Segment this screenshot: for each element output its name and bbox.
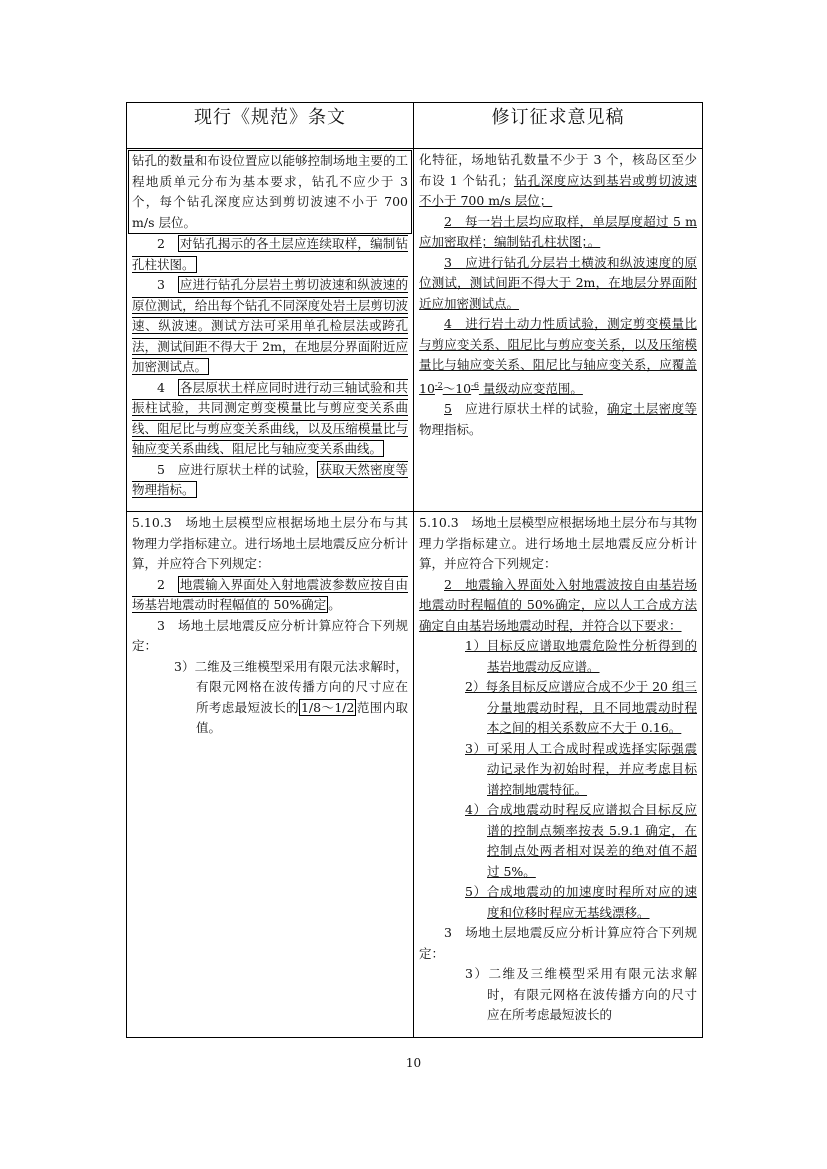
paragraph-text: 3 场地土层地震反应分析计算应符合下列规定： xyxy=(132,617,408,653)
sub-item: 5）合成地震动的加速度时程所对应的速度和位移时程应无基线漂移。 xyxy=(465,884,697,920)
item-number: 2 xyxy=(444,213,452,229)
item-number: 2 xyxy=(157,576,165,592)
sub-item: 1）目标反应谱取地震危险性分析得到的基岩地震动反应谱。 xyxy=(465,638,697,674)
sub-item: 3）可采用人工合成时程或选择实际强震动记录作为初始时程，并应考虑目标谱控制地震特征。 xyxy=(465,740,697,797)
underlined-text: 应进行钻孔分层岩土横波和纵波速度的原位测试，测试间距不得大于 2m，在地层分界面附近应加密测试点。 xyxy=(419,254,697,311)
header-current-code: 现行《规范》条文 xyxy=(127,103,414,149)
row1-left-cell xyxy=(127,149,414,512)
paragraph-text: 3）二维及三维模型采用有限元法求解时，有限元网格在波传播方向的尺寸应在所考虑最短波长的 xyxy=(174,658,408,715)
paragraph-text: 物理指标。 xyxy=(419,421,482,437)
item-number: 4 xyxy=(444,316,452,331)
underlined-text: 每一岩土层均应取样，单层厚度超过 5 m 应加密取样；编制钻孔柱状图；。 xyxy=(419,213,697,249)
underlined-text: 进行岩土动力性质试验，测定剪变模量比与剪应变关系、阻尼比与剪应变关系，以及压缩模量比与轴应变关系、阻尼比与轴应变关系，应覆盖 10 xyxy=(419,316,697,396)
superscript: -2 xyxy=(434,380,443,390)
page-number: 10 xyxy=(405,1056,422,1070)
clause-heading: 5.10.3 场地土层模型应根据场地土层分布与其物理力学指标建立。进行场地土层地震反应分析计算，并应符合下列规定： xyxy=(419,515,697,571)
paragraph-text: 范围内取值。 xyxy=(196,699,408,735)
clause-heading: 5.10.3 场地土层模型应根据场地土层分布与其物理力学指标建立。进行场地土层地震反应分析计算，并应符合下列规定： xyxy=(132,515,408,571)
row1-right-cell xyxy=(414,149,703,512)
paragraph-text: 化特征，场地钻孔数量不少于 3 个，核岛区至少布设 1 个钻孔； xyxy=(419,152,697,188)
paragraph-text: 应进行原状土样的试验， xyxy=(465,401,608,417)
sub-item: 4）合成地震动时程反应谱拟合目标反应谱的控制点频率按表 5.9.1 确定，在控制点处两者相对误差的绝对值不超过 5%。 xyxy=(465,802,697,879)
header-revision-draft: 修订征求意见稿 xyxy=(414,103,703,149)
item-number: 3 xyxy=(444,254,452,270)
boxed-text: 1/8～1/2 xyxy=(300,699,355,715)
underlined-text: 钻孔深度应达到基岩或剪切波速不小于 700 m/s 层位； xyxy=(419,172,697,208)
item-number: 3 xyxy=(157,277,165,292)
row2-right-cell xyxy=(414,512,703,1038)
underlined-text: ～10 xyxy=(442,380,472,396)
item-number: 5 xyxy=(444,401,452,417)
superscript: -6 xyxy=(471,380,479,390)
paragraph-text: 应进行原状土样的试验， xyxy=(177,461,318,477)
item-number: 4 xyxy=(157,379,165,395)
paragraph-text: 3 场地土层地震反应分析计算应符合下列规定： xyxy=(419,925,697,961)
boxed-text: 各层原状土样应同时进行动三轴试验和共振柱试验，共同测定剪变模量比与剪应变关系曲线、阻尼比与剪应变关系曲线，以及压缩模量比与轴应变关系曲线、阻尼比与轴应变关系曲线。 xyxy=(132,379,408,456)
sub-item: 2）每条目标反应谱应合成不少于 20 组三分量地震动时程，且不同地震动时程本之间的相关系数应不大于 0.16。 xyxy=(465,679,697,735)
paragraph-text: 。 xyxy=(328,597,341,612)
boxed-text: 对钻孔揭示的各土层应连续取样，编制钻孔柱状图。 xyxy=(132,236,408,272)
underlined-text: 确定土层密度等 xyxy=(607,401,697,417)
comparison-table xyxy=(126,102,703,1038)
boxed-text: 地震输入界面处入射地震波参数应按自由场基岩地震动时程幅值的 50%确定 xyxy=(132,576,408,612)
item-number: 5 xyxy=(157,461,165,477)
boxed-text: 应进行钻孔分层岩土剪切波速和纵波速的原位测试，给出每个钻孔不同深度处岩土层剪切波速、纵波速。测试方法可采用单孔检层法或跨孔法，测试间距不得大于 2m，在地层分界面附近应加密测试点。 xyxy=(132,277,408,374)
underlined-text: 2 地震输入界面处入射地震波按自由基岩场地震动时程幅值的 50%确定，应以人工合成方法确定自由基岩场地震动时程，并符合以下要求： xyxy=(419,576,697,633)
underlined-text: 量级动应变范围。 xyxy=(478,380,583,396)
boxed-text: 获取天然密度等物理指标。 xyxy=(132,461,408,497)
sub-item: 3）二维及三维模型采用有限元法求解时，有限元网格在波传播方向的尺寸应在所考虑最短波长的 xyxy=(465,966,697,1022)
item-number: 2 xyxy=(157,236,165,251)
row2-left-cell xyxy=(127,512,414,1038)
boxed-text: 钻孔的数量和布设位置应以能够控制场地主要的工程地质单元分布为基本要求，钻孔不应少于 3 个，每个钻孔深度应达到剪切波速不小于 700 m/s 层位。 xyxy=(128,150,412,234)
